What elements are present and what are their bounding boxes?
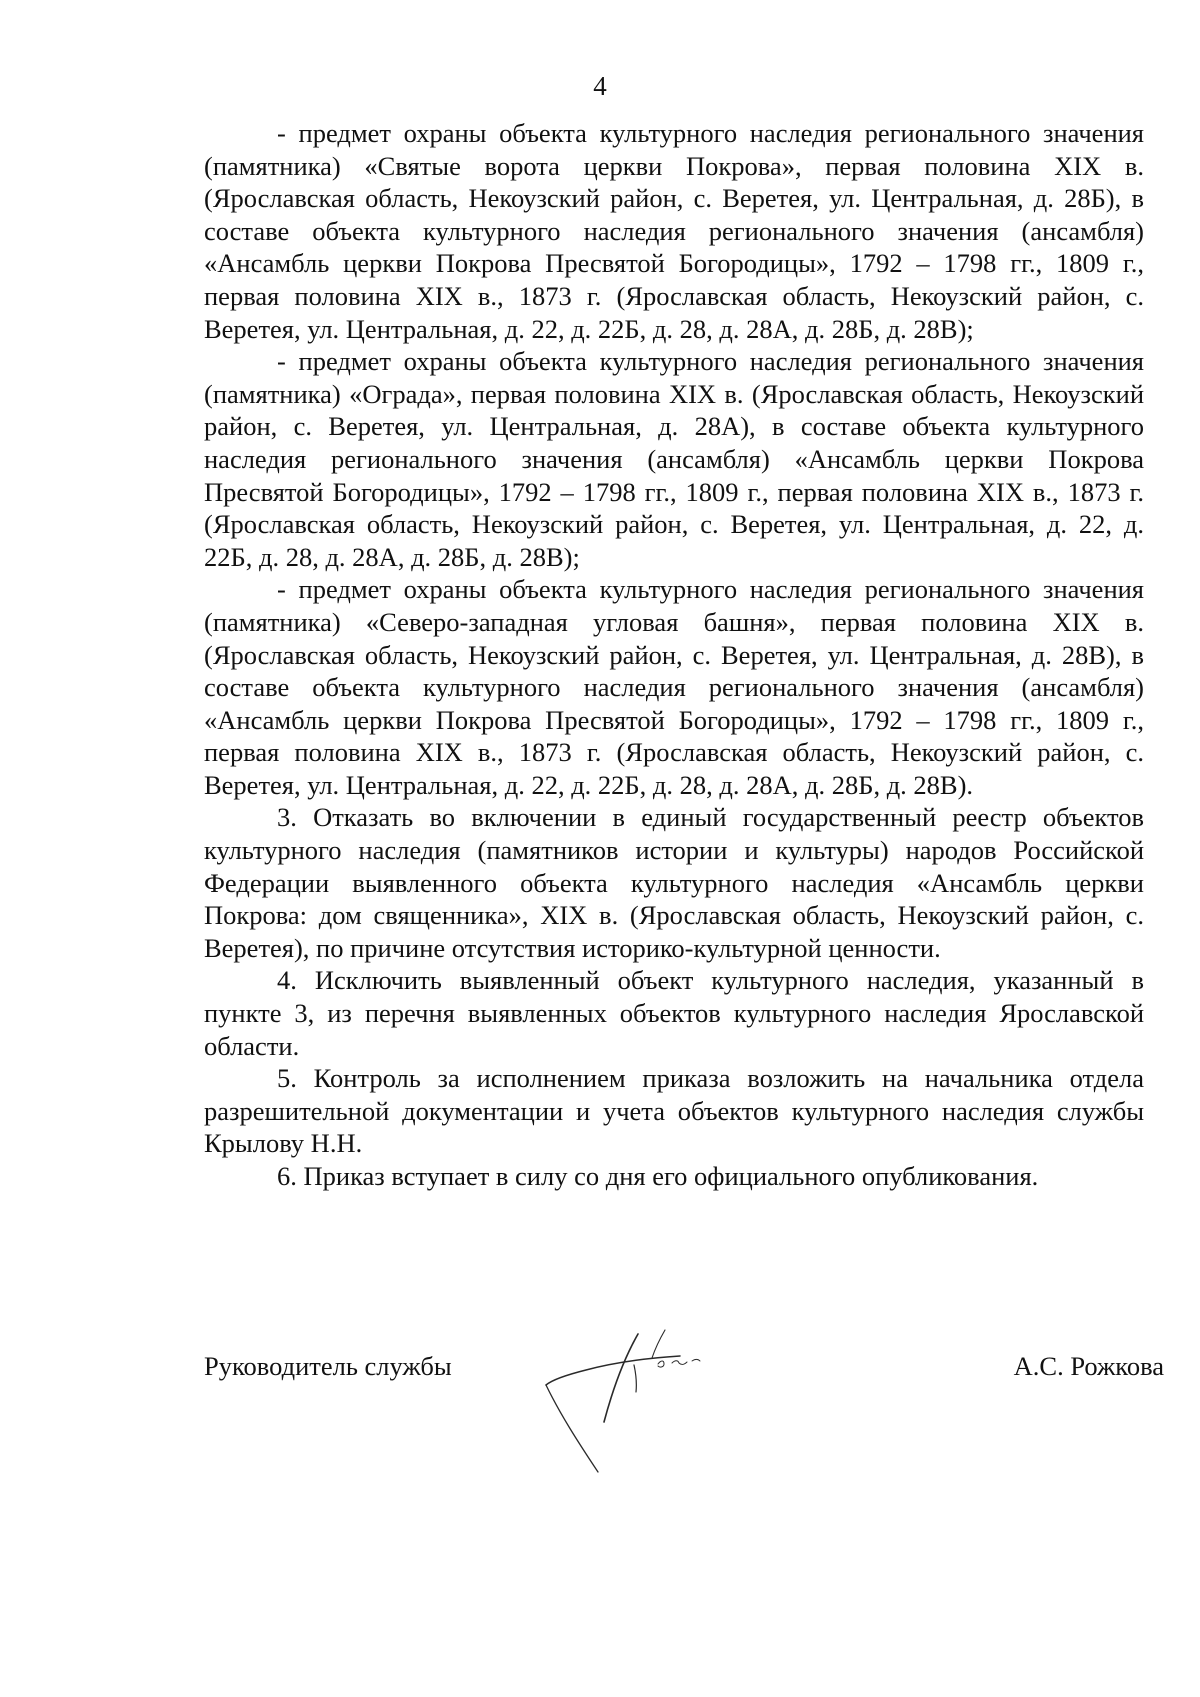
paragraph-item-5-control: 5. Контроль за исполнением приказа возложить на начальника отдела разрешительной документации и учета объектов культурного наследия службы Крылову Н.Н. [204,1063,1144,1159]
paragraph-protection-northwest-tower: - предмет охраны объекта культурного наследия регионального значения (памятника) «Северо-западная угловая башня», первая половина XIX в. (Ярославская область, Некоузский район, с. Веретея, ул. Центральная, д. 28В), в составе объекта культурного наследия регионального значения (ансамбля) «Ансамбль церкви Покрова Пресвятой Богородицы», 1792 – 1798 гг., 1809 г., первая половина XIX в., 1873 г. (Ярославская область, Некоузский район, с. Веретея, ул. Центральная, д. 22, д. 22Б, д. 28, д. 28А, д. 28Б, д. 28В). [204,574,1144,800]
document-body [204,117,1144,1193]
signatory-position: Руководитель службы [204,1351,452,1381]
paragraph-protection-holy-gates: - предмет охраны объекта культурного наследия регионального значения (памятника) «Святые ворота церкви Покрова», первая половина XIX в. (Ярославская область, Некоузский район, с. Веретея, ул. Центральная, д. 28Б), в составе объекта культурного наследия регионального значения (ансамбля) «Ансамбль церкви Покрова Пресвятой Богородицы», 1792 – 1798 гг., 1809 г., первая половина XIX в., 1873 г. (Ярославская область, Некоузский район, с. Веретея, ул. Центральная, д. 22, д. 22Б, д. 28, д. 28А, д. 28Б, д. 28В); [204,118,1144,344]
paragraph-item-3-refusal: 3. Отказать во включении в единый государственный реестр объектов культурного наследия (памятников истории и культуры) народов Российской Федерации выявленного объекта культурного наследия «Ансамбль церкви Покрова: дом священника», XIX в. (Ярославская область, Некоузский район, с. Веретея), по причине отсутствия историко-культурной ценности. [204,802,1144,963]
handwritten-signature [530,1322,750,1492]
paragraph-protection-fence: - предмет охраны объекта культурного наследия регионального значения (памятника) «Ограда», первая половина XIX в. (Ярославская область, Некоузский район, с. Веретея, ул. Центральная, д. 28А), в составе объекта культурного наследия регионального значения (ансамбля) «Ансамбль церкви Покрова Пресвятой Богородицы», 1792 – 1798 гг., 1809 г., первая половина XIX в., 1873 г. (Ярославская область, Некоузский район, с. Веретея, ул. Центральная, д. 22, д. 22Б, д. 28, д. 28А, д. 28Б, д. 28В); [204,346,1144,572]
paragraph-item-4-exclusion: 4. Исключить выявленный объект культурного наследия, указанный в пункте 3, из перечня выявленных объектов культурного наследия Ярославской области. [204,965,1144,1061]
paragraph-item-6-effective: 6. Приказ вступает в силу со дня его официального опубликования. [277,1161,1039,1191]
page-number: 4 [593,71,607,101]
signatory-name: А.С. Рожкова [1013,1351,1164,1381]
